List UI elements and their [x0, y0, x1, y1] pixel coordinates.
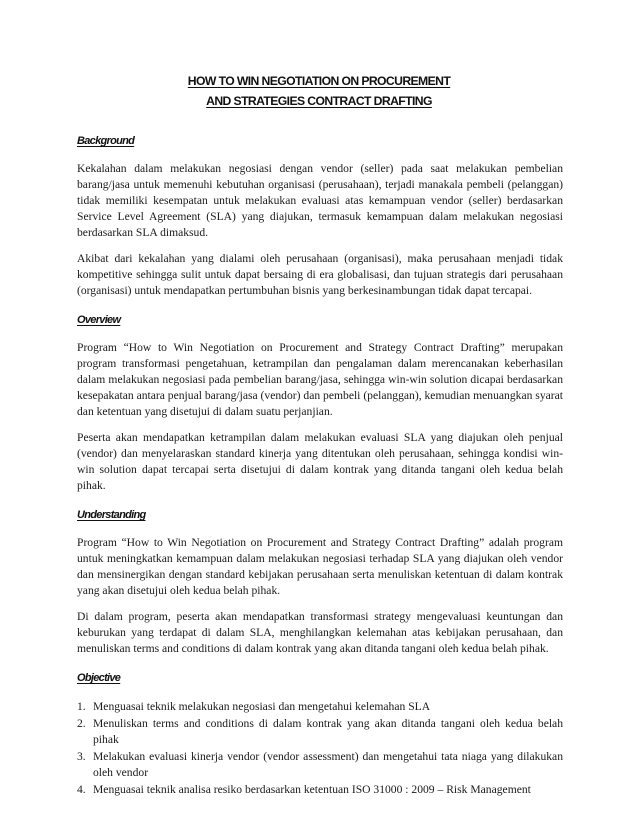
- document-body: [77, 133, 563, 799]
- list-item-text: Menguasai teknik analisa resiko berdasarkan ketentuan ISO 31000 : 2009 – Risk Management: [93, 783, 531, 796]
- list-item-text: Menuliskan terms and conditions di dalam kontrak yang akan ditanda tangani oleh kedua belah pihak: [93, 717, 563, 746]
- list-item: [77, 782, 563, 798]
- heading-background: Background: [77, 135, 135, 147]
- overview-paragraph-1: Program “How to Win Negotiation on Procurement and Strategy Contract Drafting” merupakan program transformasi pengetahuan, ketrampilan dan pengalaman dalam merencanakan keberhasilan dalam melakukan negosiasi pada pembelian barang/jasa, sehingga win-win solution dicapai berdasarkan kesepakatan antara penjual barang/jasa (vendor) dan pembeli (pelanggan), kemudian menuangkan syarat dan ketentuan yang disetujui di dalam suatu perjanjian.: [77, 341, 563, 418]
- section-understanding: [77, 507, 563, 657]
- list-item-text: Menguasai teknik melakukan negosiasi dan mengetahui kelemahan SLA: [93, 700, 431, 713]
- heading-objective: Objective: [77, 672, 121, 684]
- title-line-2: AND STRATEGIES CONTRACT DRAFTING: [206, 94, 432, 108]
- understanding-paragraph-1: Program “How to Win Negotiation on Procurement and Strategy Contract Drafting” adalah program untuk meningkatkan kemampuan dalam melakukan negosiasi terhadap SLA yang diajukan oleh vendor dan mensinergikan dengan standard kebijakan perusahaan serta menuliskan ketentuan di dalam kontrak yang akan disetujui oleh kedua belah pihak.: [77, 536, 563, 597]
- heading-understanding: Understanding: [77, 509, 146, 521]
- understanding-paragraph-2: Di dalam program, peserta akan mendapatkan transformasi strategy mengevaluasi keuntungan dan keburukan yang terdapat di dalam SLA, menghilangkan kelemahan atas kebijakan perusahaan, dan menuliskan terms and conditions di dalam kontrak yang akan ditanda tangani oleh kedua belah pihak.: [77, 610, 563, 655]
- list-item-text: Melakukan evaluasi kinerja vendor (vendor assessment) dan mengetahui tata niaga yang dilakukan oleh vendor: [93, 750, 563, 779]
- list-item-number: 1.: [77, 700, 86, 713]
- list-item: [77, 716, 563, 748]
- section-overview: [77, 312, 563, 494]
- section-background: [77, 133, 563, 299]
- background-paragraph-2: Akibat dari kekalahan yang dialami oleh perusahaan (organisasi), maka perusahaan menjadi tidak kompetitive sehingga sulit untuk dapat bersaing di era globalisasi, dan tujuan strategis dari perusahaan (organisasi) untuk mendapatkan pertumbuhan bisnis yang berkesinambungan tidak dapat tercapai.: [77, 252, 563, 297]
- objective-list: [77, 699, 563, 798]
- title-line-1: HOW TO WIN NEGOTIATION ON PROCUREMENT: [187, 74, 451, 88]
- section-objective: [77, 670, 563, 798]
- document-title: [0, 71, 638, 111]
- heading-overview: Overview: [77, 314, 121, 326]
- background-paragraph-1: Kekalahan dalam melakukan negosiasi dengan vendor (seller) pada saat melakukan pembelian barang/jasa untuk memenuhi kebutuhan organisasi (perusahaan), terjadi manakala pembeli (pelanggan) tidak memiliki kesempatan untuk melakukan evaluasi atas kemampuan vendor (seller) berdasarkan Service Level Agreement (SLA) yang diajukan, termasuk kemampuan dalam melakukan negosiasi berdasarkan SLA dimaksud.: [77, 162, 563, 239]
- list-item-number: 4.: [77, 783, 86, 796]
- list-item-number: 2.: [77, 717, 86, 730]
- list-item: [77, 749, 563, 781]
- overview-paragraph-2: Peserta akan mendapatkan ketrampilan dalam melakukan evaluasi SLA yang diajukan oleh penjual (vendor) dan menyelaraskan standard kinerja yang ditentukan oleh perusahaan, sehingga kondisi win-win solution dapat tercapai serta disetujui di dalam kontrak yang ditanda tangani oleh kedua belah pihak.: [77, 431, 563, 492]
- list-item: [77, 699, 563, 715]
- list-item-number: 3.: [77, 750, 86, 763]
